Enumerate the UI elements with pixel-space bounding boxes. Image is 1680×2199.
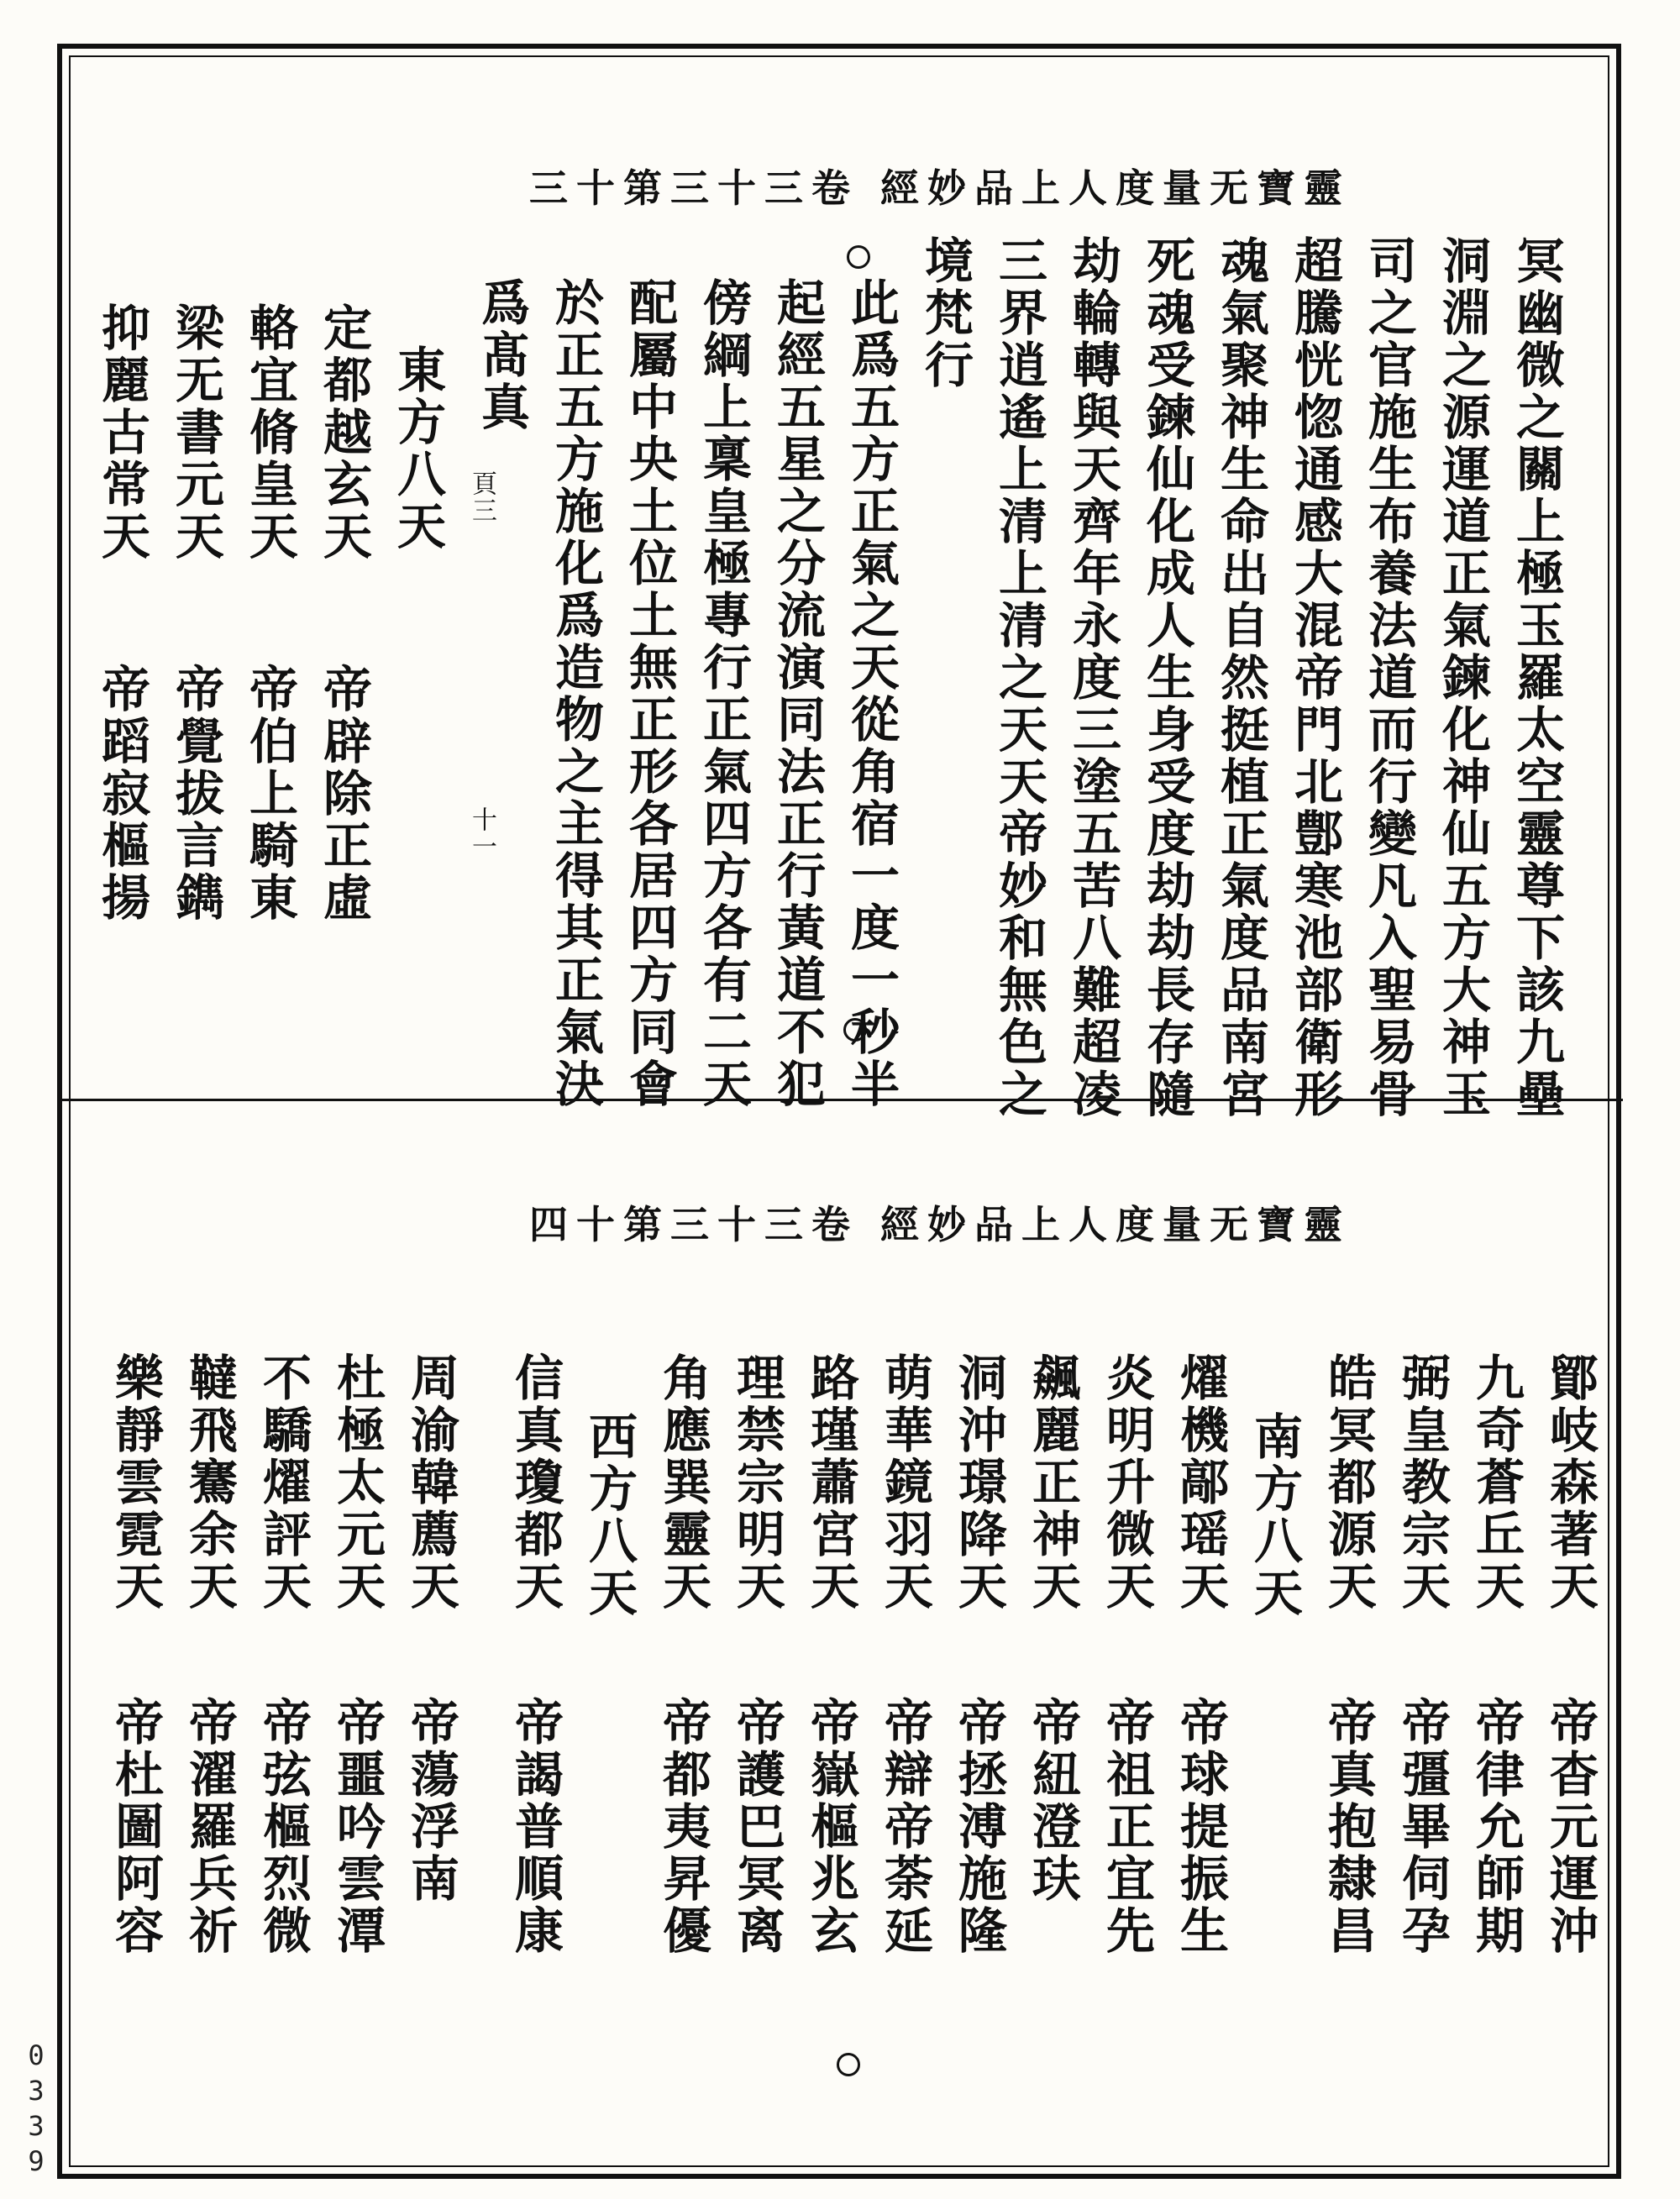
- text-column: 三界逍遙上清上清之天天帝妙和無色之: [990, 235, 1047, 1120]
- text-column: 炎明升微天: [1098, 1352, 1155, 1613]
- text-column: 帝蕩浮南: [402, 1697, 459, 1905]
- text-column: 帝謁普順康: [507, 1697, 564, 1957]
- text-column: 鄮岐森著天: [1541, 1352, 1599, 1613]
- text-column: 帝護巴冥离: [728, 1697, 785, 1957]
- text-column: 爲髙真: [473, 277, 530, 433]
- upper-page-header: 三十第三十三卷 經妙品上人度量无寶靈: [529, 165, 1352, 211]
- text-column: 杜極太元天: [328, 1352, 386, 1613]
- text-column: 弼皇教宗天: [1394, 1352, 1451, 1613]
- text-column: 洞沖璟降天: [950, 1352, 1007, 1613]
- text-column: 不驕燿評天: [255, 1352, 312, 1613]
- side-mark: 十一: [467, 806, 496, 860]
- text-column: 帝弦樞烈微: [255, 1697, 312, 1957]
- annotation-circle: [847, 245, 870, 269]
- annotation-circle: [837, 2053, 860, 2076]
- text-column: 路瑾蕭宮天: [802, 1352, 859, 1613]
- text-column: 帝都夷昇優: [654, 1697, 711, 1957]
- text-column: 帝祖正宜先: [1098, 1697, 1155, 1957]
- text-column: 帝噩吟雲潭: [328, 1697, 386, 1957]
- text-column: 帝杜圖阿容: [107, 1697, 164, 1957]
- text-column: 飆麗正神天: [1024, 1352, 1081, 1613]
- text-column: 冥幽微之關上極玉羅太空靈尊下該九壘: [1508, 235, 1565, 1120]
- text-column: 角應巽靈天: [654, 1352, 711, 1613]
- lower-page-header: 四十第三十三卷 經妙品上人度量无寶靈: [529, 1202, 1352, 1247]
- side-mark: 頁三: [467, 470, 496, 524]
- text-column: 帝辯帝荼延: [876, 1697, 933, 1957]
- page-number: 0339: [20, 2039, 52, 2181]
- text-column: 於正五方施化爲造物之主得其正氣決: [547, 277, 604, 1110]
- text-column: 樂靜雲霓天: [107, 1352, 164, 1613]
- text-column: 劫輪轉與天齊年永度三塗五苦八難超凌: [1064, 235, 1121, 1120]
- text-column: 司之官施生布養法道而行變凡入聖易骨: [1360, 235, 1417, 1120]
- text-column: 理禁宗明天: [728, 1352, 785, 1613]
- section-heading: 東方八天: [389, 344, 446, 553]
- text-column: 帝彊畢伺孕: [1394, 1697, 1451, 1957]
- text-column: 超騰恍惚通感大混帝門北鄷寒池部衛形: [1286, 235, 1343, 1120]
- text-column: 九奇蒼丘天: [1467, 1352, 1525, 1613]
- text-column: 帝真抱隸昌: [1320, 1697, 1377, 1957]
- text-column: 境梵行: [916, 235, 974, 391]
- section-heading: 南方八天: [1246, 1411, 1303, 1619]
- text-column: 信真瓊都天: [507, 1352, 564, 1613]
- text-column: 韃飛騫余天: [181, 1352, 238, 1613]
- text-column: 萌華鏡羽天: [876, 1352, 933, 1613]
- text-column: 洞淵之源運道正氣鍊化神仙五方大神玉: [1434, 235, 1491, 1120]
- text-column: 帝球提振生: [1172, 1697, 1229, 1957]
- text-column: 皓冥都源天: [1320, 1352, 1377, 1613]
- text-column: 魂氣聚神生命出自然挺植正氣度品南宮: [1212, 235, 1269, 1120]
- text-column: 帝嶽樞兆玄: [802, 1697, 859, 1957]
- text-column: 帝律允師期: [1467, 1697, 1525, 1957]
- text-column: 帝紐澄玞: [1024, 1697, 1081, 1905]
- text-column: 起經五星之分流演同法正行黃道不犯: [769, 277, 826, 1110]
- text-column: 死魂受鍊仙化成人生身受度劫劫長存隨: [1138, 235, 1195, 1120]
- text-column: 帝蹈寂樞揚: [93, 664, 150, 924]
- section-heading: 西方八天: [580, 1411, 638, 1619]
- text-column: 帝辟除正虛: [315, 664, 372, 924]
- text-column: 帝覺拔言鐫: [167, 664, 224, 924]
- text-column: 帝杳元運沖: [1541, 1697, 1599, 1957]
- text-column: 周渝韓薦天: [402, 1352, 459, 1613]
- text-column: 帝濯羅兵祈: [181, 1697, 238, 1957]
- text-column: 燿機鄗瑶天: [1172, 1352, 1229, 1613]
- text-column: 帝拯溥施隆: [950, 1697, 1007, 1957]
- text-column: 配屬中央土位土無正形各居四方同會: [621, 277, 678, 1110]
- annotation-circle: [843, 1018, 867, 1042]
- text-column: 梁无書元天: [167, 302, 224, 563]
- text-column: 抑麗古常天: [93, 302, 150, 563]
- text-column: 定都越玄天: [315, 302, 372, 563]
- text-column: 帝伯上騎東: [241, 664, 298, 924]
- text-column: 傍綱上稟皇極專行正氣四方各有二天: [695, 277, 752, 1110]
- text-column: 輅宜脩皇天: [241, 302, 298, 563]
- text-column: 此爲五方正氣之天從角宿一度一秒半: [843, 277, 900, 1110]
